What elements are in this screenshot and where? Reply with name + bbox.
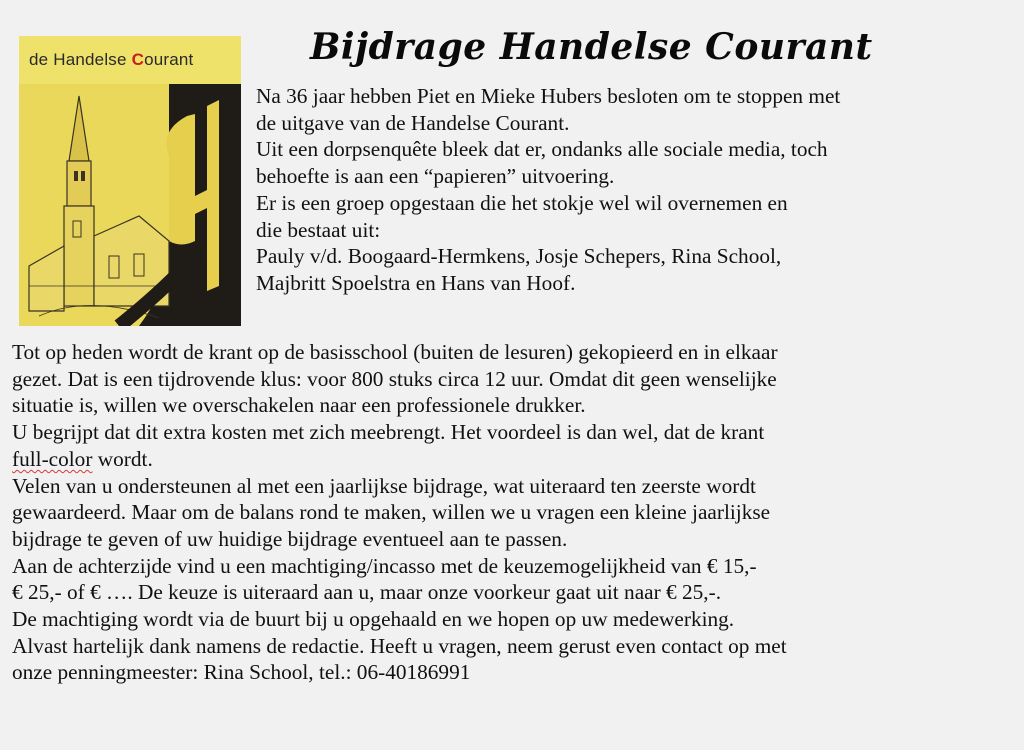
text-line: € 25,- of € …. De keuze is uiteraard aan u, maar onze voorkeur gaat uit naar € 25,-. — [12, 580, 722, 605]
text-line: De machtiging wordt via de buurt bij u opgehaald en we hopen op uw medewerking. — [12, 607, 735, 632]
handelse-courant-logo — [19, 36, 241, 326]
text-line: Pauly v/d. Boogaard-Hermkens, Josje Schepers, Rina School, — [256, 244, 782, 269]
text-line: Na 36 jaar hebben Piet en Mieke Hubers besloten om te stoppen met — [256, 84, 841, 108]
text-line: U begrijpt dat dit extra kosten met zich meebrengt. Het voordeel is dan wel, dat de krant — [12, 420, 765, 445]
text-line: de uitgave van de Handelse Courant. — [256, 110, 570, 135]
logo-title: de Handelse Courant — [29, 50, 194, 69]
intro-paragraph — [256, 83, 1016, 297]
text-line: onze penningmeester: Rina School, tel.: 06-40186991 — [12, 660, 471, 685]
text-line: die bestaat uit: — [256, 217, 381, 242]
spellcheck-word: full-color — [12, 446, 93, 471]
text-line: Majbritt Spoelstra en Hans van Hoof. — [256, 270, 576, 295]
text-line: gezet. Dat is een tijdrovende klus: voor 800 stuks circa 12 uur. Omdat dit geen wenselijke — [12, 366, 777, 391]
text-line: full-color wordt. — [12, 446, 153, 471]
text-line: Uit een dorpsenquête bleek dat er, ondanks alle sociale media, toch — [256, 137, 828, 162]
text-line: Velen van u ondersteunen al met een jaarlijkse bijdrage, wat uiteraard ten zeerste wordt — [12, 473, 756, 498]
text-line: gewaardeerd. Maar om de balans rond te maken, willen we u vragen een kleine jaarlijkse — [12, 500, 771, 525]
church-logo-illustration — [19, 36, 241, 326]
page-title: Bijdrage Handelse Courant — [310, 26, 873, 68]
text-line: situatie is, willen we overschakelen naar een professionele drukker. — [12, 393, 586, 418]
text-line: bijdrage te geven of uw huidige bijdrage eventueel aan te passen. — [12, 526, 568, 551]
text-line: Aan de achterzijde vind u een machtiging/incasso met de keuzemogelijkheid van € 15,- — [12, 553, 757, 578]
text-line: Er is een groep opgestaan die het stokje wel wil overnemen en — [256, 190, 788, 215]
text-line: Tot op heden wordt de krant op de basisschool (buiten de lesuren) gekopieerd en in elkaar — [12, 340, 778, 364]
body-paragraph — [12, 339, 1017, 686]
text-line: behoefte is aan een “papieren” uitvoering. — [256, 164, 615, 189]
text-line: Alvast hartelijk dank namens de redactie. Heeft u vragen, neem gerust even contact op met — [12, 633, 787, 658]
